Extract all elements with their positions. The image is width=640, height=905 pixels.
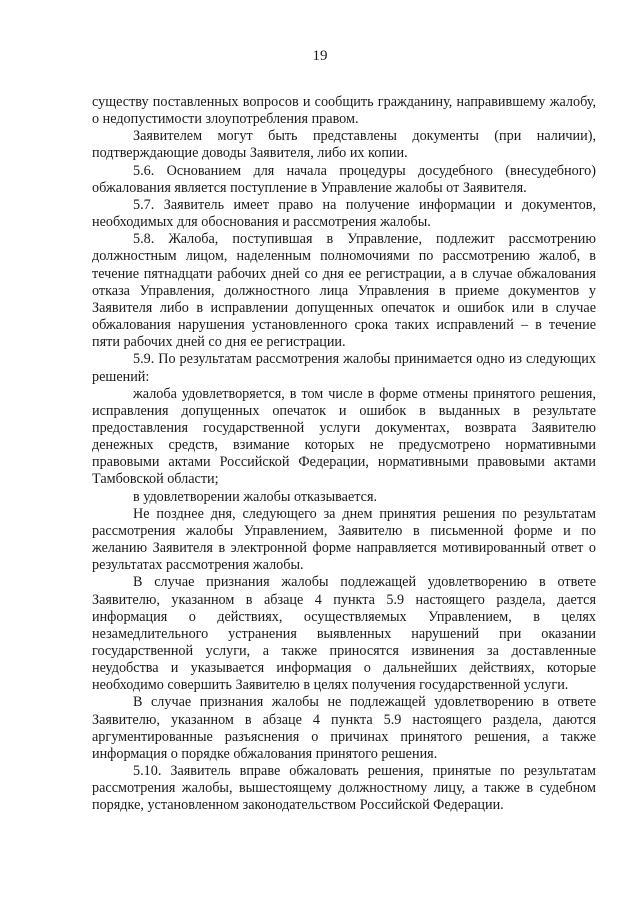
page-number: 19 — [312, 48, 328, 64]
paragraph-5-6: 5.6. Основанием для начала процедуры досудебного (внесудебного) обжалования является поступление в Управление жалобы от Заявителя. — [92, 162, 596, 196]
paragraph-satisfied-response: В случае признания жалобы подлежащей удовлетворению в ответе Заявителю, указанном в абзаце 4 пункта 5.9 настоящего раздела, дается информация о действиях, осуществляемых Управлением, в целях незамедлительного устранения выявленных нарушений при оказании государственной услуги, а также приносятся извинения за доставленные неудобства и указывается информация о дальнейших действиях, которые необходимо совершить Заявителю в целях получения государственной услуги. — [92, 574, 596, 694]
document-body — [92, 94, 596, 815]
paragraph-refused-response: В случае признания жалобы не подлежащей удовлетворению в ответе Заявителю, указанном в абзаце 4 пункта 5.9 настоящего раздела, даются аргументированные разъяснения о причинах принятого решения, а также информация о порядке обжалования принятого решения. — [92, 694, 596, 762]
paragraph-decision-satisfied: жалоба удовлетворяется, в том числе в форме отмены принятого решения, исправления допущенных опечаток и ошибок в выданных в результате предоставления государственной услуги документах, возврата Заявителю денежных средств, взимание которых не предусмотрено нормативными правовыми актами Российской Федерации, нормативными правовыми актами Тамбовской области; — [92, 385, 596, 488]
paragraph-continuation: существу поставленных вопросов и сообщить гражданину, направившему жалобу, о недопустимости злоупотребления правом. — [92, 94, 596, 128]
paragraph-5-7: 5.7. Заявитель имеет право на получение информации и документов, необходимых для обоснования и рассмотрения жалобы. — [92, 196, 596, 231]
paragraph-5-10: 5.10. Заявитель вправе обжаловать решения, принятые по результатам рассмотрения жалобы, вышестоящему должностному лицу, а также в судебном порядке, установленном законодательством Российской Федерации. — [92, 763, 596, 814]
paragraph-5-8: 5.8. Жалоба, поступившая в Управление, подлежит рассмотрению должностным лицом, наделенным полномочиями по рассмотрению жалоб, в течение пятнадцати рабочих дней со дня ее регистрации, а в случае обжалования отказа Управления, должностного лица Управления в приеме документов у Заявителя либо в исправлении допущенных опечаток и ошибок или в случае обжалования нарушения установленного срока таких исправлений – в течение пяти рабочих дней со дня ее регистрации. — [92, 231, 596, 351]
paragraph-5-9: 5.9. По результатам рассмотрения жалобы принимается одно из следующих решений: — [92, 351, 596, 385]
paragraph-decision-refused: в удовлетворении жалобы отказывается. — [133, 488, 378, 505]
paragraph-response-deadline: Не позднее дня, следующего за днем принятия решения по результатам рассмотрения жалобы Управлением, Заявителю в письменной форме и по желанию Заявителя в электронной форме направляется мотивированный ответ о результатах рассмотрения жалобы. — [92, 505, 596, 574]
paragraph-documents: Заявителем могут быть представлены документы (при наличии), подтверждающие доводы Заявителя, либо их копии. — [92, 128, 596, 162]
